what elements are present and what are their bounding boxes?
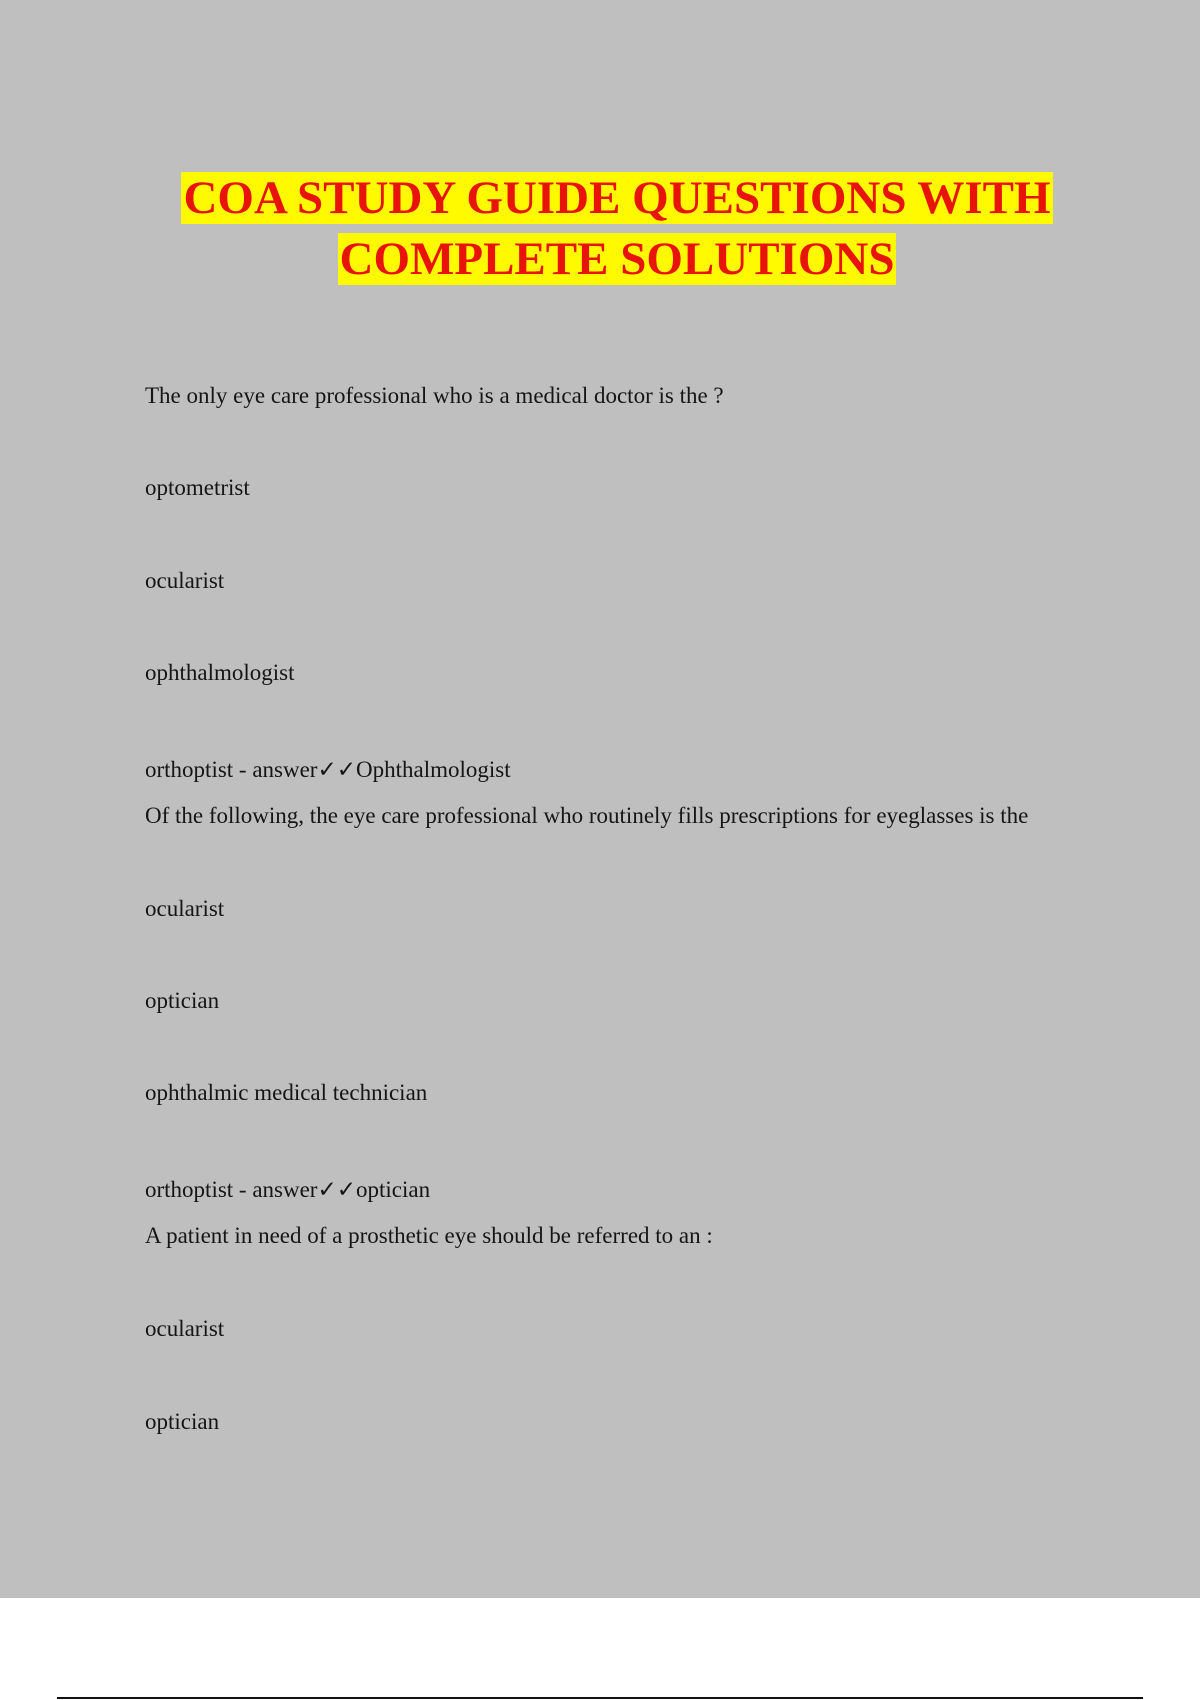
question-2-option-4-answer: orthoptist - answer✓✓optician: [145, 1177, 431, 1202]
title-line-1: COA STUDY GUIDE QUESTIONS WITH: [183, 172, 1051, 224]
question-2-text: Of the following, the eye care professional who routinely fills prescriptions for eyeglasses is the: [145, 803, 1029, 828]
question-2-option-2: optician: [145, 988, 220, 1013]
document-title: [0, 168, 1200, 290]
question-1-option-2: ocularist: [145, 568, 225, 593]
question-1-option-4-answer: orthoptist - answer✓✓Ophthalmologist: [145, 757, 511, 782]
question-2-option-3: ophthalmic medical technician: [145, 1080, 428, 1105]
question-2-option-1: ocularist: [145, 896, 225, 921]
question-1-text: The only eye care professional who is a medical doctor is the ?: [145, 383, 724, 408]
question-1-option-1: optometrist: [145, 475, 250, 500]
footer-rule: [57, 1697, 1143, 1699]
question-1-option-3: ophthalmologist: [145, 660, 295, 685]
question-3-option-1: ocularist: [145, 1316, 225, 1341]
question-3-text: A patient in need of a prosthetic eye should be referred to an :: [145, 1223, 713, 1248]
question-3-option-2: optician: [145, 1409, 220, 1434]
title-line-2: COMPLETE SOLUTIONS: [339, 233, 895, 285]
